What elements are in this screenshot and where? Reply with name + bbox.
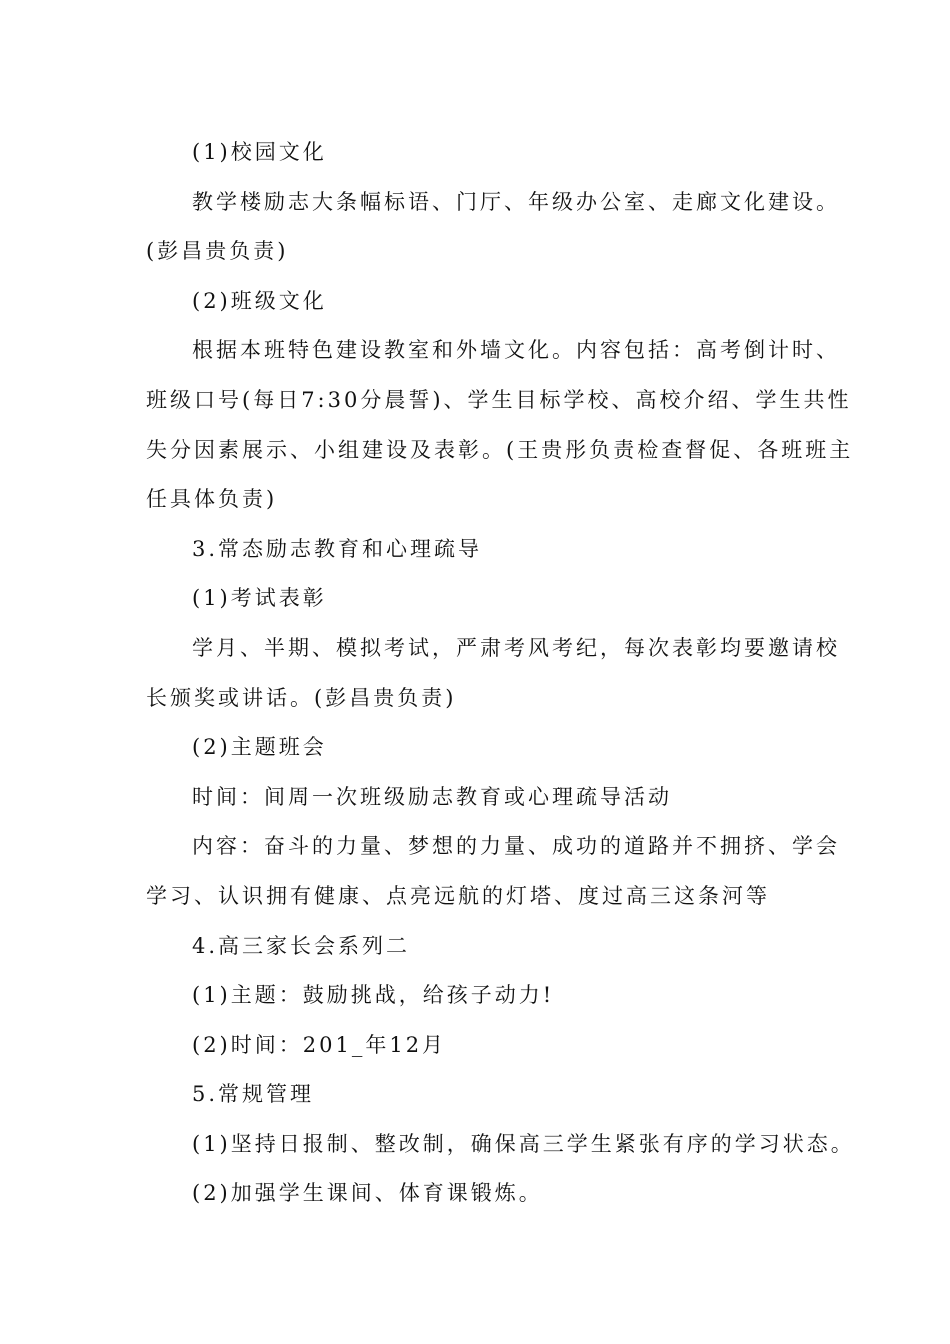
paragraph-line: 教学楼励志大条幅标语、门厅、年级办公室、走廊文化建设。	[192, 189, 840, 214]
section-heading-4: 4.高三家长会系列二	[192, 933, 411, 958]
paragraph-line: 学月、半期、模拟考试，严肃考风考纪，每次表彰均要邀请校	[192, 635, 840, 660]
paragraph-line: 任具体负责)	[146, 487, 278, 512]
list-item: (2)时间：201_年12月	[192, 1032, 447, 1057]
paragraph-line: 内容：奋斗的力量、梦想的力量、成功的道路并不拥挤、学会	[192, 834, 840, 859]
document-body	[146, 128, 855, 1219]
paragraph-line: 时间：间周一次班级励志教育或心理疏导活动	[192, 784, 672, 809]
paragraph-line: 长颁奖或讲话。(彭昌贵负责)	[146, 685, 457, 710]
list-item: (1)坚持日报制、整改制，确保高三学生紧张有序的学习状态。	[192, 1131, 855, 1156]
paragraph-line: 根据本班特色建设教室和外墙文化。内容包括：高考倒计时、	[192, 338, 840, 363]
paragraph-line: 失分因素展示、小组建设及表彰。(王贵彤负责检查督促、各班班主	[146, 437, 854, 462]
paragraph-line: 班级口号(每日7:30分晨誓)、学生目标学校、高校介绍、学生共性	[146, 387, 852, 412]
paragraph-line: (彭昌贵负责)	[146, 239, 289, 264]
list-item: (2)加强学生课间、体育课锻炼。	[192, 1181, 543, 1206]
paragraph-line: 学习、认识拥有健康、点亮远航的灯塔、度过高三这条河等	[146, 883, 770, 908]
section-heading-5: 5.常规管理	[192, 1082, 315, 1107]
list-item: (1)主题：鼓励挑战，给孩子动力!	[192, 983, 555, 1008]
section-heading-3: 3.常态励志教育和心理疏导	[192, 536, 483, 561]
subheading-exam-commendation: (1)考试表彰	[192, 586, 327, 611]
subheading-campus-culture: (1)校园文化	[192, 140, 327, 164]
subheading-theme-meeting: (2)主题班会	[192, 735, 327, 760]
subheading-class-culture: (2)班级文化	[192, 288, 327, 313]
